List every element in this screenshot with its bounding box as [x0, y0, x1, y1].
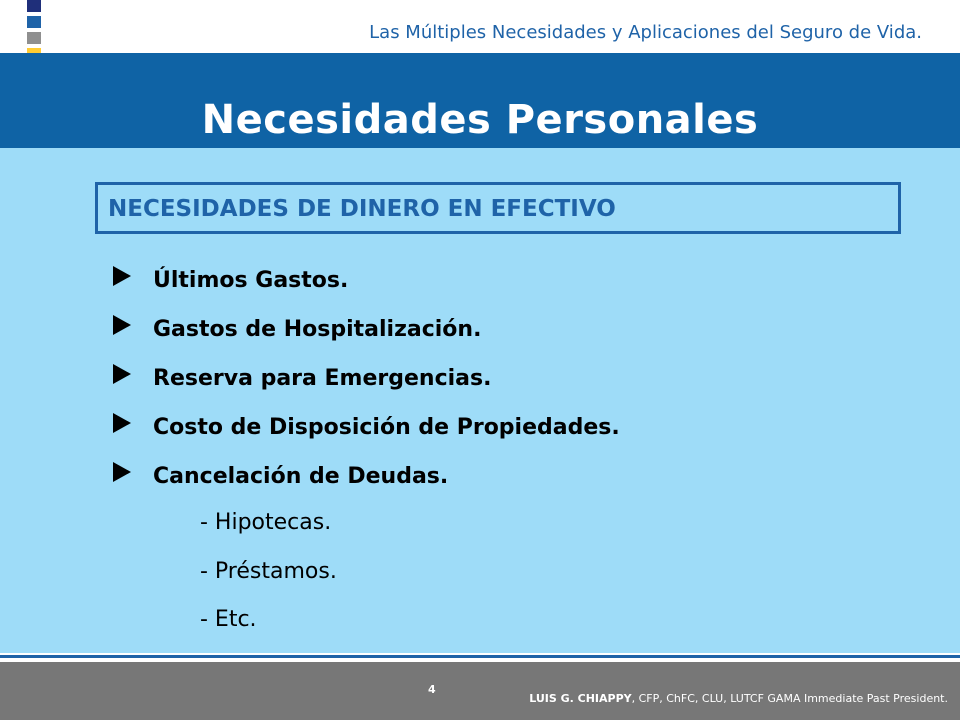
section-title: NECESIDADES DE DINERO EN EFECTIVO	[108, 196, 616, 222]
author-name: LUIS G. CHIAPPY	[529, 692, 632, 705]
sub-item: - Préstamos.	[200, 559, 337, 584]
triangle-right-icon	[113, 266, 131, 286]
section-header-box	[95, 182, 901, 234]
presentation-title: Las Múltiples Necesidades y Aplicaciones del Seguro de Vida.	[369, 22, 922, 43]
triangle-right-icon	[113, 462, 131, 482]
bullet-text: Reserva para Emergencias.	[153, 366, 492, 391]
footer-bar	[0, 662, 960, 720]
page-number: 4	[428, 683, 436, 696]
triangle-right-icon	[113, 364, 131, 384]
footer-divider	[0, 655, 960, 658]
bullet-text: Cancelación de Deudas.	[153, 464, 449, 489]
sub-item: - Etc.	[200, 607, 257, 632]
square-navy	[27, 0, 41, 12]
author-credit	[529, 692, 948, 705]
bullet-text: Costo de Disposición de Propiedades.	[153, 415, 620, 440]
sub-item: - Hipotecas.	[200, 510, 332, 535]
bullet-text: Gastos de Hospitalización.	[153, 317, 482, 342]
slide-title: Necesidades Personales	[201, 97, 759, 143]
author-credentials: , CFP, ChFC, CLU, LUTCF GAMA Immediate Past President.	[631, 692, 948, 705]
triangle-right-icon	[113, 315, 131, 335]
square-blue	[27, 16, 41, 28]
square-gray	[27, 32, 41, 44]
triangle-right-icon	[113, 413, 131, 433]
bullet-text: Últimos Gastos.	[153, 268, 349, 293]
